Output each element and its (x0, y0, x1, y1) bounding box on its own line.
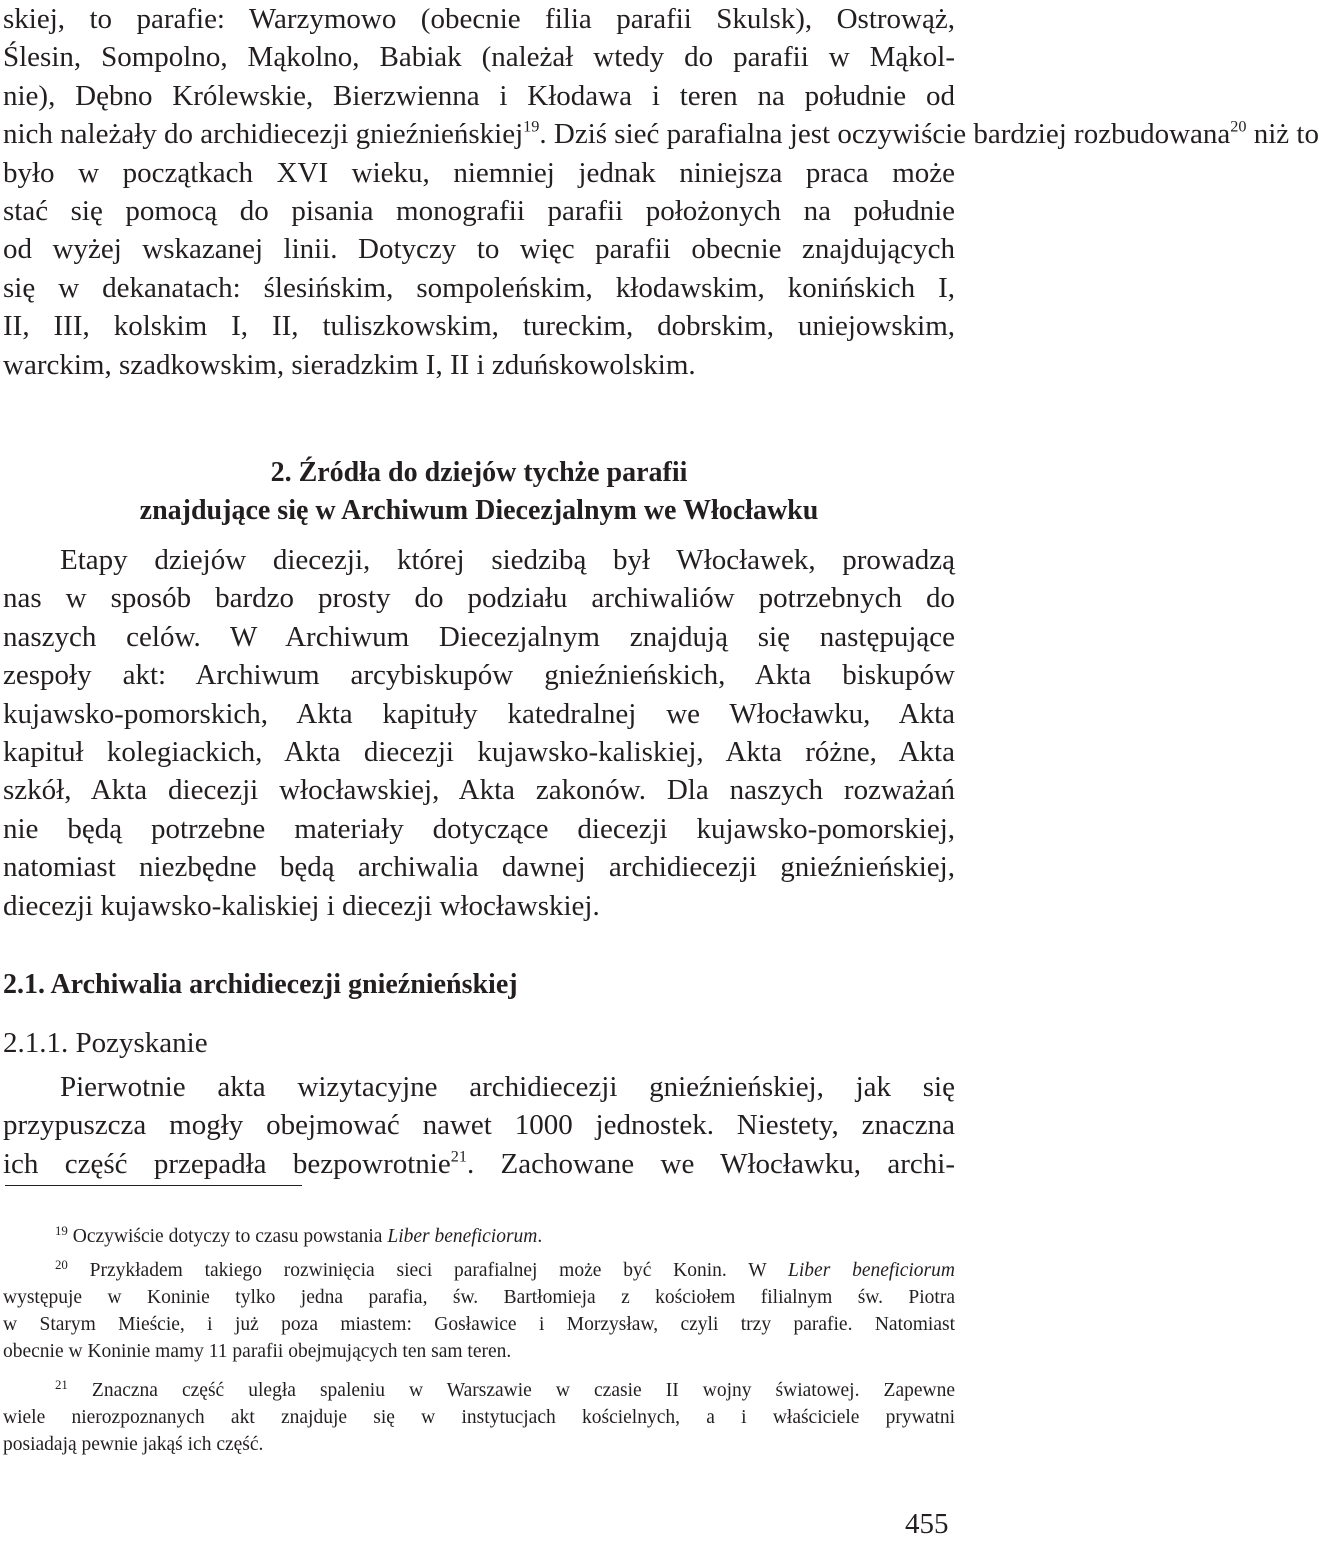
footnote-line (3, 1223, 955, 1250)
section-heading (3, 454, 955, 530)
text-line: Etapy dziejów diecezji, której siedzibą był Włocławek, prowadzą (60, 544, 955, 576)
paragraph-acquisition (3, 1068, 955, 1183)
subsubsection-heading: 2.1.1. Pozyskanie (3, 1027, 208, 1059)
text-segment: Przykładem takiego rozwinięcia sieci parafialnej może być Konin. W (67, 1260, 789, 1281)
footnote-separator (5, 1185, 302, 1186)
text-line: przypuszcza mogły obejmować nawet 1000 jednostek. Niestety, znaczna (3, 1109, 955, 1142)
text-segment: Znaczna część uległa spaleniu w Warszawie w czasie II wojny światowej. Zapewne (67, 1380, 955, 1401)
footnote-line: posiadają pewnie jakąś ich część. (3, 1434, 264, 1455)
text-line: Ślesin, Sompolno, Mąkolno, Babiak (należał wtedy do parafii w Mąkol- (3, 41, 955, 74)
text-line: natomiast niezbędne będą archiwalia dawnej archidiecezji gnieźnieńskiej, (3, 851, 955, 884)
text-line (3, 1145, 955, 1183)
text-segment: . (539, 118, 547, 151)
paragraph-archive (3, 541, 955, 925)
text-segment: nich należały do archidiecezji gnieźnieńskiej (3, 118, 524, 151)
footnote-line: obecnie w Koninie mamy 11 parafii obejmujących ten sam teren. (3, 1341, 512, 1362)
text-segment: ich część przepadła bezpowrotnie (3, 1147, 451, 1180)
text-line: od wyżej wskazanej linii. Dotyczy to więc parafii obecnie znajdujących (3, 233, 955, 266)
page-number: 455 (905, 1508, 949, 1540)
footnote-ref-21[interactable]: 21 (450, 1147, 467, 1166)
text-segment: Oczywiście dotyczy to czasu powstania (67, 1226, 388, 1247)
footnote-number: 21 (55, 1377, 68, 1392)
italic-title: Liber beneficiorum (788, 1260, 955, 1281)
text-segment: Dziś sieć parafialna jest oczywiście bardziej rozbudowana (553, 118, 1231, 151)
text-line: nie będą potrzebne materiały dotyczące diecezji kujawsko-pomorskiej, (3, 812, 955, 845)
footnote-19 (3, 1223, 955, 1250)
text-segment: . Zachowane we Włocławku, archi- (466, 1147, 955, 1180)
text-line: nie), Dębno Królewskie, Bierzwienna i Kłodawa i teren na południe od (3, 79, 955, 112)
text-segment: niż to (1246, 118, 1319, 151)
text-segment: . (537, 1226, 543, 1247)
text-line: kapituł kolegiackich, Akta diecezji kujawsko-kaliskiej, Akta różne, Akta (3, 736, 955, 769)
paragraph-parishes (3, 0, 1319, 384)
text-line: stać się pomocą do pisania monografii parafii położonych na południe (3, 195, 955, 228)
section-heading-line: 2. Źródła do dziejów tychże parafii (270, 457, 688, 488)
section-heading-line: znajdujące się w Archiwum Diecezjalnym we Włocławku (139, 495, 819, 526)
footnote-line: w Starym Mieście, i już poza miastem: Gosławice i Morzysław, czyli trzy parafie. Natomiast (3, 1314, 955, 1335)
text-line: szkół, Akta diecezji włocławskiej, Akta zakonów. Dla naszych rozważań (3, 774, 955, 807)
text-line: zespoły akt: Archiwum arcybiskupów gnieźnieńskich, Akta biskupów (3, 659, 955, 692)
footnote-line: wiele nierozpoznanych akt znajduje się w instytucjach kościelnych, a i właściciele prywatni (3, 1407, 955, 1428)
subsection-heading: 2.1. Archiwalia archidiecezji gnieźnieńskiej (3, 969, 518, 1000)
footnote-number: 20 (55, 1257, 68, 1272)
text-line: II, III, kolskim I, II, tuliszkowskim, tureckim, dobrskim, uniejowskim, (3, 310, 955, 343)
text-line: skiej, to parafie: Warzymowo (obecnie filia parafii Skulsk), Ostrowąż, (3, 3, 955, 35)
footnote-line: występuje w Koninie tylko jedna parafia, św. Bartłomieja z kościołem filialnym św. Piotra (3, 1287, 955, 1308)
text-line: warckim, szadkowskim, sieradzkim I, II i zduńskowolskim. (3, 348, 696, 381)
footnote-ref-20[interactable]: 20 (1230, 117, 1247, 136)
footnote-line (3, 1257, 955, 1284)
text-line: było w początkach XVI wieku, niemniej jednak niniejsza praca może (3, 156, 955, 189)
text-line: kujawsko-pomorskich, Akta kapituły katedralnej we Włocławku, Akta (3, 697, 955, 730)
text-line: się w dekanatach: ślesińskim, sompoleńskim, kłodawskim, konińskich I, (3, 271, 955, 304)
text-line: diecezji kujawsko-kaliskiej i diecezji włocławskiej. (3, 889, 600, 922)
italic-title: Liber beneficiorum (387, 1226, 538, 1247)
footnote-21 (3, 1377, 955, 1458)
footnote-number: 19 (55, 1223, 68, 1238)
text-line: Pierwotnie akta wizytacyjne archidiecezji gnieźnieńskiej, jak się (60, 1071, 955, 1103)
footnote-line (3, 1377, 955, 1404)
text-line: naszych celów. W Archiwum Diecezjalnym znajdują się następujące (3, 620, 955, 653)
text-line (3, 115, 1319, 153)
footnote-ref-19[interactable]: 19 (523, 117, 540, 136)
footnote-20 (3, 1257, 955, 1365)
text-line: nas w sposób bardzo prosty do podziału archiwaliów potrzebnych do (3, 582, 955, 615)
